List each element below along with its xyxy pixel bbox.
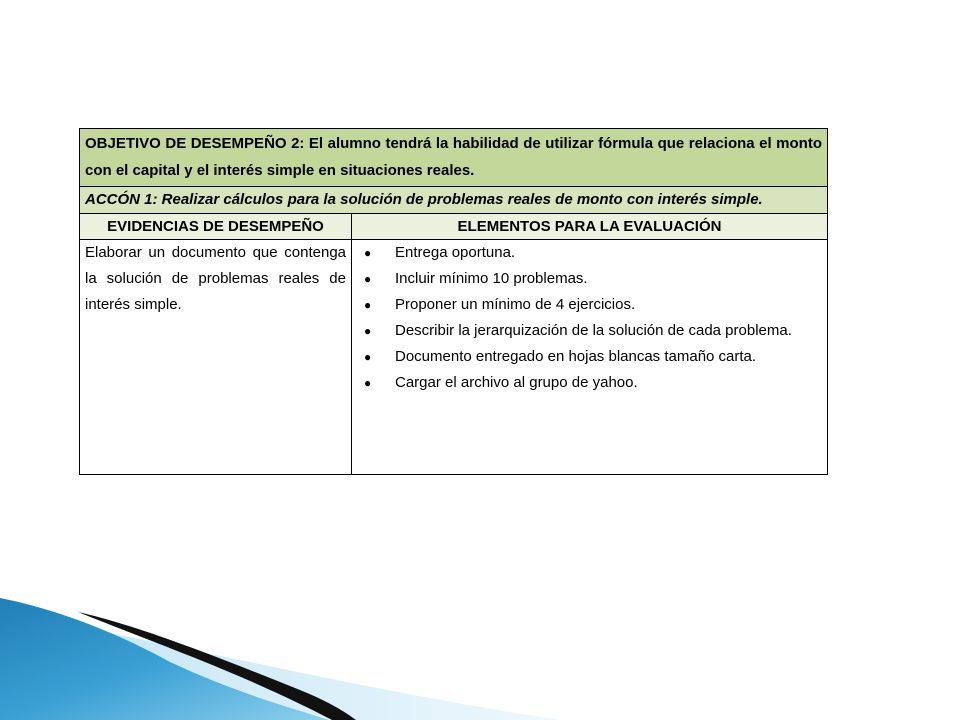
- evidence-cell: [80, 240, 352, 475]
- bullet-icon: ●: [364, 246, 372, 260]
- evidence-header: EVIDENCIAS DE DESEMPEÑO: [107, 218, 324, 235]
- bullet-icon: ●: [364, 324, 372, 338]
- action-row: [80, 187, 828, 214]
- criteria-item-text: Proponer un mínimo de 4 ejercicios.: [395, 296, 636, 313]
- criteria-header-cell: [352, 214, 828, 240]
- objective-cell: [80, 129, 828, 187]
- criteria-item: [357, 370, 822, 396]
- criteria-item: [357, 266, 822, 292]
- criteria-item: [357, 344, 822, 370]
- evidence-header-cell: [80, 214, 352, 240]
- action-cell: [80, 187, 828, 214]
- body-row: [80, 240, 828, 475]
- action-text: ACCÓN 1: Realizar cálculos para la solución de problemas reales de monto con interés simple.: [85, 191, 763, 208]
- swoosh-blue-band: [0, 598, 330, 720]
- evaluation-table: [79, 128, 828, 475]
- objective-text: OBJETIVO DE DESEMPEÑO 2: El alumno tendrá la habilidad de utilizar fórmula que relaciona el monto con el capital y el interés simple en situaciones reales.: [85, 135, 822, 179]
- bullet-icon: ●: [364, 376, 372, 390]
- criteria-list: [357, 240, 822, 396]
- criteria-item: [357, 292, 822, 318]
- objective-row: [80, 129, 828, 187]
- swoosh-dark-band: [78, 612, 356, 720]
- criteria-item-text: Documento entregado en hojas blancas tamaño carta.: [395, 348, 757, 365]
- bullet-icon: ●: [364, 298, 372, 312]
- criteria-item: [357, 318, 822, 344]
- swoosh-light-band: [0, 612, 560, 720]
- evidence-text: Elaborar un documento que contenga la solución de problemas reales de interés simple.: [85, 244, 346, 313]
- criteria-item-text: Describir la jerarquización de la solución de cada problema.: [395, 322, 792, 339]
- criteria-item-text: Entrega oportuna.: [395, 244, 516, 261]
- criteria-cell: [352, 240, 828, 475]
- bullet-icon: ●: [364, 350, 372, 364]
- criteria-header: ELEMENTOS PARA LA EVALUACIÓN: [457, 218, 722, 235]
- criteria-item: [357, 240, 822, 266]
- criteria-item-text: Cargar el archivo al grupo de yahoo.: [395, 374, 638, 391]
- header-row: [80, 214, 828, 240]
- bullet-icon: ●: [364, 272, 372, 286]
- criteria-item-text: Incluir mínimo 10 problemas.: [395, 270, 588, 287]
